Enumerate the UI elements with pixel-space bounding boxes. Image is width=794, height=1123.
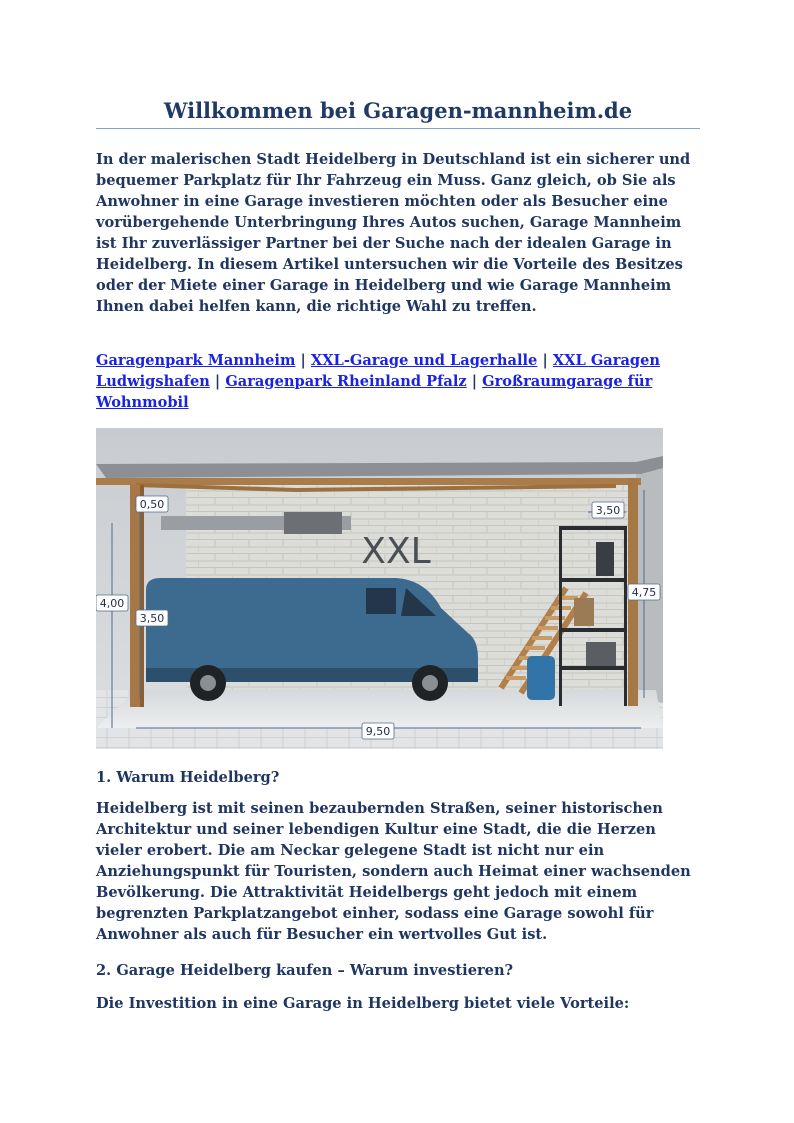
- dim-left-outer: 4,00: [99, 597, 125, 610]
- link-separator: |: [537, 352, 553, 369]
- link-garagenpark-mannheim[interactable]: Garagenpark Mannheim: [96, 352, 296, 369]
- left-post: [130, 485, 140, 707]
- link-separator: |: [466, 373, 483, 390]
- section-1-heading: 1. Warum Heidelberg?: [96, 769, 280, 786]
- related-links: [96, 350, 700, 413]
- link-xxl-garage-lagerhalle[interactable]: XXL-Garage und Lagerhalle: [310, 352, 538, 369]
- link-grossraumgarage-wohnmobil[interactable]: Großraumgarage für Wohnmobil: [96, 373, 653, 411]
- title-divider: [96, 128, 700, 129]
- wall-label: XXL: [361, 531, 431, 572]
- dim-bottom: 9,50: [365, 725, 391, 738]
- dim-top-right: 3,50: [595, 504, 621, 517]
- link-separator: |: [295, 352, 311, 369]
- dim-top-left: 0,50: [139, 498, 165, 511]
- section-2-paragraph: Die Investition in eine Garage in Heidelberg bietet viele Vorteile:: [96, 995, 630, 1012]
- intro-paragraph: In der malerischen Stadt Heidelberg in Deutschland ist ein sicherer und bequemer Parkplatz für Ihr Fahrzeug ein Muss. Ganz gleich, ob Sie als Anwohner in eine Garage investieren möchten oder als Besucher eine vorübergehende Unterbringung Ihres Autos suchen, Garage Mannheim ist Ihr zuverlässiger Partner bei der Suche nach der idealen Garage in Heidelberg. In diesem Artikel untersuchen wir die Vorteile des Besitzes oder der Miete einer Garage in Heidelberg und wie Garage Mannheim Ihnen dabei helfen kann, die richtige Wahl zu treffen.: [96, 151, 691, 315]
- section-2-heading: 2. Garage Heidelberg kaufen – Warum investieren?: [96, 962, 514, 979]
- garage-illustration: [96, 428, 663, 749]
- barrel: [527, 656, 555, 700]
- link-garagenpark-rheinland-pfalz[interactable]: Garagenpark Rheinland Pfalz: [225, 373, 467, 390]
- dim-left-inner: 3,50: [139, 612, 165, 625]
- dim-right: 4,75: [631, 586, 657, 599]
- section-1-paragraph: Heidelberg ist mit seinen bezaubernden Straßen, seiner historischen Architektur und seiner lebendigen Kultur eine Stadt, die die Herzen vieler erobert. Die am Neckar gelegene Stadt ist nicht nur ein Anziehungspunkt für Touristen, sondern auch Heimat einer wachsenden Bevölkerung. Die Attraktivität Heidelbergs geht jedoch mit einem begrenzten Parkplatzangebot einher, sodass eine Garage sowohl für Anwohner als auch für Besucher ein wertvolles Gut ist.: [96, 800, 691, 943]
- page-title: Willkommen bei Garagen-mannheim.de: [163, 98, 633, 123]
- link-xxl-garagen-ludwigshafen[interactable]: XXL Garagen Ludwigshafen: [96, 352, 660, 390]
- link-separator: |: [209, 373, 226, 390]
